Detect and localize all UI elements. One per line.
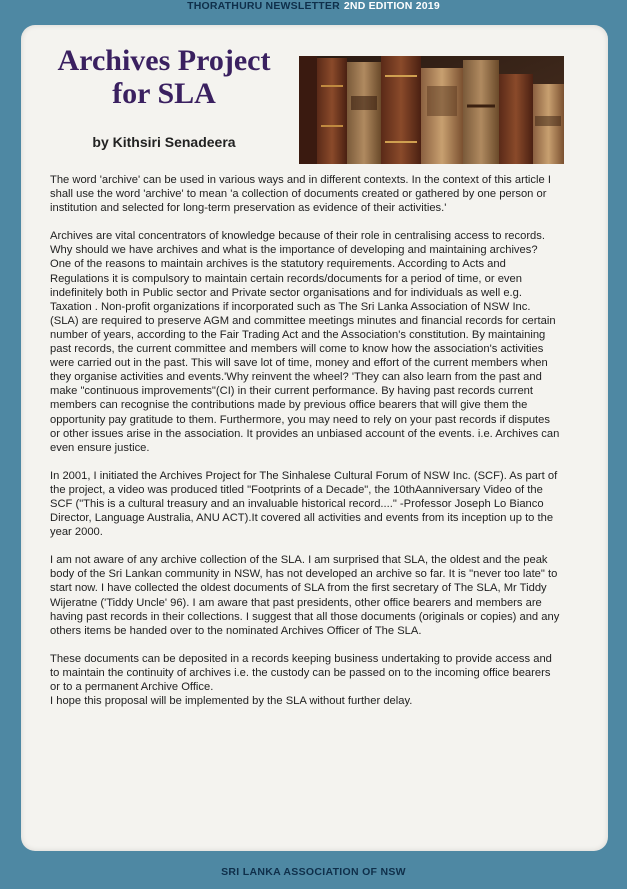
- old-books-photo: [299, 56, 564, 164]
- article-body: [50, 173, 560, 722]
- title-line-2: for SLA: [112, 77, 216, 110]
- edition-label: 2ND EDITION 2019: [343, 0, 440, 12]
- paragraph-closing: I hope this proposal will be implemented by the SLA without further delay.: [50, 695, 413, 708]
- newsletter-footer: SRI LANKA ASSOCIATION OF NSW: [221, 866, 406, 878]
- publication-name: THORATHURU NEWSLETTER: [187, 0, 340, 12]
- article-byline: by Kithsiri Senadeera: [92, 134, 236, 150]
- article-title: [44, 44, 284, 110]
- title-line-1: Archives Project: [57, 44, 271, 77]
- paragraph-importance: Archives are vital concentrators of knowledge because of their role in centralising access to records. Why should we have archives and what is the importance of developing and maintaining archives? One of the reasons to maintain archives is the statutory requirements. According to Acts and Regulations it is compulsory to maintain certain records/documents for a period of time, or even indefinitely both in Public sector and Private sector organisations and for individuals as well e.g. Taxation . Non-profit organizations if incorporated such as The Sri Lanka Association of NSW Inc. (SLA) are required to preserve AGM and committee meetings minutes and financial records for certain number of years, according to the Fair Trading Act and the Association's constitution. By maintaining past records, the current committee and members will come to know how the association's activities were carried out in the past. This will save lot of time, money and effort of the current members when they organise activities and events.'Why reinvent the wheel? 'They can also learn from the past and make "continuous improvements"(CI) in their current performance. By having past records current members can recognise the contributions made by previous office bearers that will give them the opportunity pay gratitude to them. Furthermore, you may need to rely on your past records if disputes or other issues arise in the association. It provides an unbiased account of the events. i.e. Archives can even ensure justice.: [50, 230, 560, 454]
- paragraph-scf-project: In 2001, I initiated the Archives Project for The Sinhalese Cultural Forum of NSW Inc. (SCF). As part of the project, a video was produced titled "Footprints of a Decade", the 10thAanniversary Video of the SCF ("This is a cultural treasury and an invaluable historical record...." -Professor Joseph Lo Bianco Director, Language Australia, ANU ACT).It covered all activities and events from its inception up to the year 2000.: [50, 469, 558, 539]
- old-books-illustration: [299, 56, 564, 164]
- paragraph-deposit: These documents can be deposited in a records keeping business undertaking to provide access and to maintain the continuity of archives i.e. the custody can be passed on to the incoming office bearers or to a permanent Archive Office.: [50, 652, 552, 693]
- paragraph-sla-collection: I am not aware of any archive collection of the SLA. I am surprised that SLA, the oldest and the peak body of the Sri Lankan community in NSW, has not developed an archive so far. It is "never too late" to start now. I have collected the oldest documents of SLA from the first secretary of The SLA, Mr Tiddy Wijeratne ('Tiddy Uncle' 96). I am aware that past presidents, other office bearers and members are having past records in their collections. I suggest that all those documents (originals or copies) and any others items be handed over to the nominated Archives Officer of The SLA.: [50, 554, 560, 637]
- paragraph-definition: The word 'archive' can be used in various ways and in different contexts. In the context of this article I shall use the word 'archive' to mean 'a collection of documents created or gathered by one person or institution and selected for long-term preservation as evidence of their activities.': [50, 174, 551, 215]
- newsletter-header: [0, 0, 627, 14]
